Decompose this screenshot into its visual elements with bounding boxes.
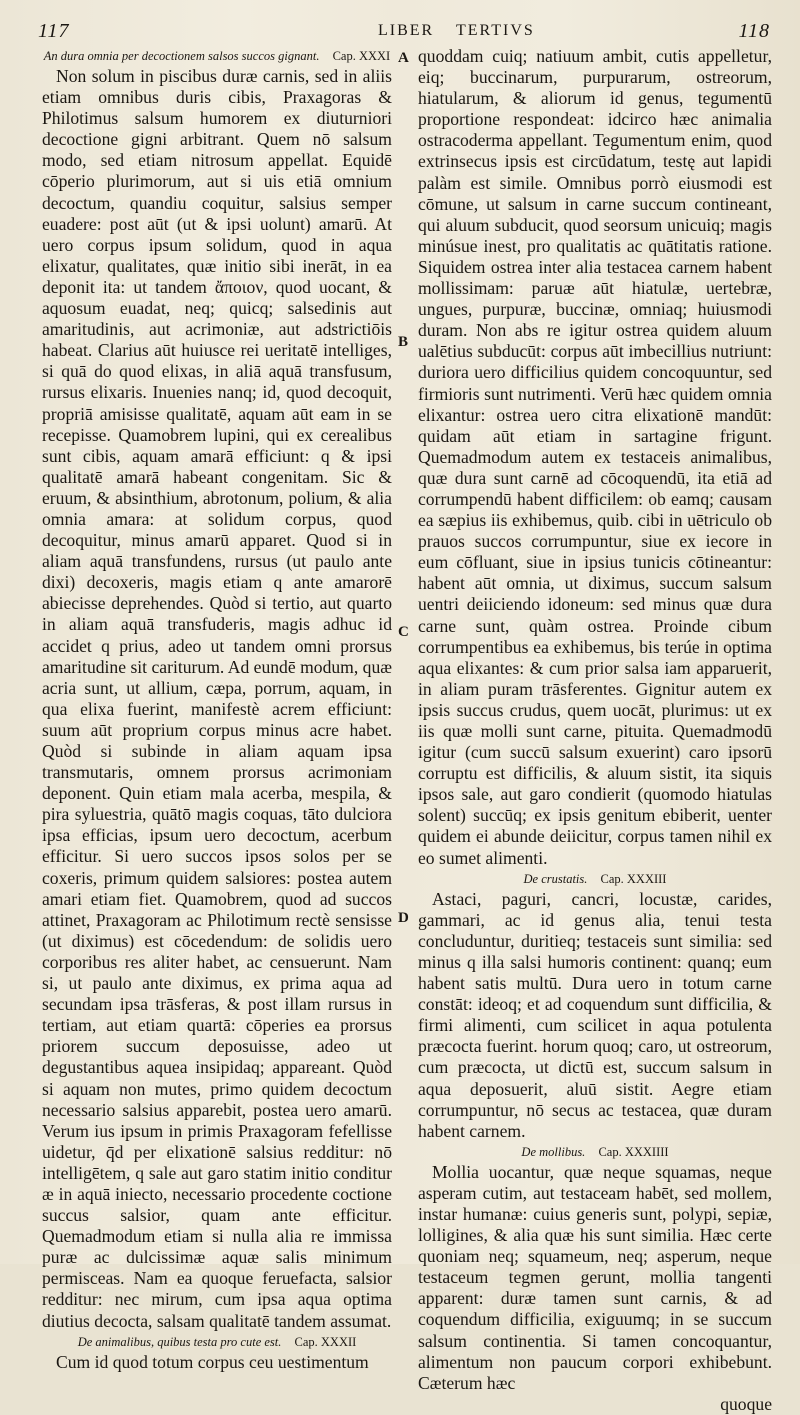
margin-letter-gutter [398, 44, 412, 1256]
margin-letter-b: B [398, 334, 409, 350]
margin-letter-a: A [398, 50, 409, 66]
chapter-number: Cap. XXXIII [600, 871, 667, 886]
chapter-heading [418, 1144, 772, 1160]
bleed-through-shadow [0, 40, 34, 300]
left-page-number: 117 [38, 20, 70, 42]
right-text-column [418, 46, 772, 1414]
chapter-heading [42, 48, 392, 64]
chapter-title: An dura omnia per decoctionem salsos succos gignant. [43, 49, 320, 63]
running-header [38, 14, 770, 42]
paragraph: Non solum in piscibus duræ carnis, sed in aliis etiam omnibus duris cibis, Praxagoras & Philotimus salsum humorem ex diuturniori decoctione gigni arbitrant. Quem nō salsum modo, sed etiam nitrosum appellat. Equidē cōperio plurimorum, aut si uis etiā omnium decoctum, quandiu coquitur, salsius semper euadere: post aūt (ut & ipsi uolunt) amarū. At uero corpus ipsum solidum, quod in aqua elixatur, qualitates, quæ initio sibi inerāt, in ea deponit ita: ut tandem ἄποιον, quod uocant, & aquosum euadat, neq; quicq; salsedinis aut amaritudinis, aut acrimoniæ, aut adstrictiōis habeat. Clarius aūt huiusce rei ueritatē intelliges, si quā do quod elixas, in aliā aquā transfusum, rursus elixaris. Inuenies nanq; id, quod decoquit, propriā amisisse qualitatē, aquam aūt eam in se recepisse. Quamobrem lupini, qui ex cerealibus sunt cibis, aquam amarā efficiunt: q & ipsi qualitatē amarā habeant congenitam. Sic & eruum, & absinthium, abrotonum, polium, & alia omnia amara: at solidum corpus, quod decoquitur, minus amarū apparet. Quod si in aliam aquā transfundens, rursus (ut paulo ante dixi) decoxeris, magis etiam q ante amarorē abiecisse deprehendes. Quòd si tertio, aut quarto in aliam aquā transfuderis, magis adhuc id accidet q prius, adeo ut tandem omni prorsus amaritudine sit cariturum. Ad eundē modum, quæ acria sunt, ut allium, cæpa, porrum, aquam, in qua elixa fuerint, manifestè acrem efficiunt: suum aūt proprium corpus minus acre habet. Quòd si subinde in aliam aquam ipsa transmutaris, omnem prorsus acrimoniam deponent. Quin etiam mala acerba, mespila, & pira syluestria, quātō magis coquas, tāto dulciora ipsa efficias, ipsum uero decoctum, acerbum efficitur. Si uero succos ipsos solos per se coxeris, primum quidem salsiores: postea autem amari etiam fiet. Quamobrem, quod ad succos attinet, Praxagoram ac Philotimum rectè sensisse (ut diximus) est cōcedendum: de solidis uero corporibus res aliter habet, ac censuerunt. Nam si, ut paulo ante diximus, ex prima aqua ad secundam ipsa trāsferas, & post illam rursus in tertiam, aut etiam quartā: cōperies ea prorsus priorem succum deposuisse, adeo ut degustantibus aqueа insipidaq; appareant. Quòd si aquam non mutes, primo quidem decoctum necessario salsius apparebit, postea uero amarū. Verum ius ipsum in primis Praxagoram fefellisse uidetur, q̄d per elixationē salsius redditur: nō intelligētem, q sale aut garo statim initio conditur æ in aquā iniecto, necessario procedente coctione succus salsior, quam ante efficitur. Quemadmodum etiam si nulla alia re immissa puræ ac dulcissimæ aquæ salis minimum permisceas. Nam ea quoque feruefacta, salsior redditur: nec mirum, cum ipsa aqua optima diutius decocta, salsam qualitatē tandem assumat. [42, 66, 392, 1331]
chapter-heading [418, 871, 772, 887]
margin-letter-d: D [398, 910, 409, 926]
chapter-heading [42, 1334, 392, 1350]
chapter-number: Cap. XXXIIII [598, 1144, 669, 1159]
margin-letter-c: C [398, 624, 409, 640]
paragraph: Mollia uocantur, quæ neque squamas, neque asperam cutim, aut testaceam habēt, sed mollem, instar humanæ: cuius generis sunt, polypi, sepiæ, lolligines, & alia quæ his sunt similia. Hæc certe quoniam neq; squameum, neq; asperum, neque testaceum tegmen gerunt, mollia tangenti apparent: duræ tamen sunt carnis, & ad coquendum difficilia, exiguumq; in se succum salsum continentia. Si tamen concoquantur, alimentum non paucum corpori exhibebunt. Cæterum hæc [418, 1161, 772, 1393]
running-title-liber: LIBER [378, 22, 435, 39]
right-page-number: 118 [738, 20, 770, 42]
paragraph: Astaci, paguri, cancri, locustæ, carides, gammari, ac id genus alia, tenui testa concluduntur, duritieq; testaceis sunt similia: sed minus q illa salsi humoris continent: quanq; eum habent satis multū. Dura uero in totum carne constāt: ideoq; et ad coquendum sunt difficilia, & firmi alimenti, cum scilicet in aqua potulenta præcocta fuerint. horum quoq; caro, ut ostreorum, cum præcocta, ut dictū est, succum salsum in aqua deposuerit, aluū sistit. Aegre etiam corrumpuntur, nō secus ac testacea, quæ duram habent carnem. [418, 888, 772, 1141]
chapter-number: Cap. XXXI [332, 49, 391, 63]
chapter-title: De crustatis. [523, 871, 588, 886]
catchword: quoque [720, 1393, 772, 1414]
paragraph: Cum id quod totum corpus ceu uestimentum [56, 1351, 369, 1372]
chapter-title: De mollibus. [521, 1144, 586, 1159]
chapter-number: Cap. XXXII [294, 1334, 357, 1349]
running-title-tertius: TERTIVS [456, 22, 535, 39]
left-text-column [42, 46, 392, 1372]
chapter-title: De animalibus, quibus testa pro cute est. [77, 1334, 282, 1349]
paragraph: quoddam cuiq; natiuum ambit, cutis appelletur, eiq; buccinarum, purpurarum, ostreorum, hiatularum, & aliorum id genus, tegumentū proportione respondeat: idcirco hæc animalia ostracoderma appellant. Tegumentum enim, quod extrinsecus ipsis est circūdatum, testę aut lapidi palàm est simile. Omnibus porrò eiusmodi est cōmune, ut salsum in carne succum contineant, qui aluum subducit, quod seorsum unicuiq; magis minúsue inest, pro qualitatis ac quātitatis ratione. Siquidem ostrea inter alia testacea carnem habent mollissimam: paruæ aūt hiatulæ, uertebræ, ungues, purpuræ, buccinæ, omniaq; huiusmodi duram. Non abs re igitur ostrea quidem aluum ualētius subducūt: corpus aūt imbecillius nutriunt: duriora uero difficilius quidem concoquuntur, sed firmioris sunt nutrimenti. Verū hæc quidem omnia elixantur: ostrea uero citra elixationē mandūt: quidam aūt etiam in sartagine frigunt. Quemadmodum autem ex testaceis animalibus, quæ dura sunt carnē ad cōcoquendū, ita etiā ad corrumpendū habent difficilem: ob eamq; causam ea sæpius iis exhibemus, quib. cibi in uētriculo ob prauos succos corrumpuntur, siue ex iecore in eum cōfluant, siue in ipsius tunicis cōtineantur: habent aūt omnia, ut diximus, succum salsum uentri deiiciendo idoneum: sed minus quæ dura carne sunt, quàm ostrea. Proinde cibum corrumpentibus ea exhibemus, bis terúe in optima aqua elixantes: & cum prior salsa iam apparuerit, in aliam puram trāsferentes. Gignitur autem ex ipsis succus crudus, quem uocāt, plurimus: ut ex iis quæ molli sunt carne, pituita. Quemadmodū igitur (cum succū salsum exuerint) caro ipsorū corruptu est difficilis, & aluum sistit, ita siquis ipsos sale, aut garo condierit (quomodo hiatulas solent) succūq; ex ipsis genitum ebiberit, uenter quidem ei abunde deiicitur, corpus tamen nihil ex eo sumet alimenti. [418, 46, 772, 868]
